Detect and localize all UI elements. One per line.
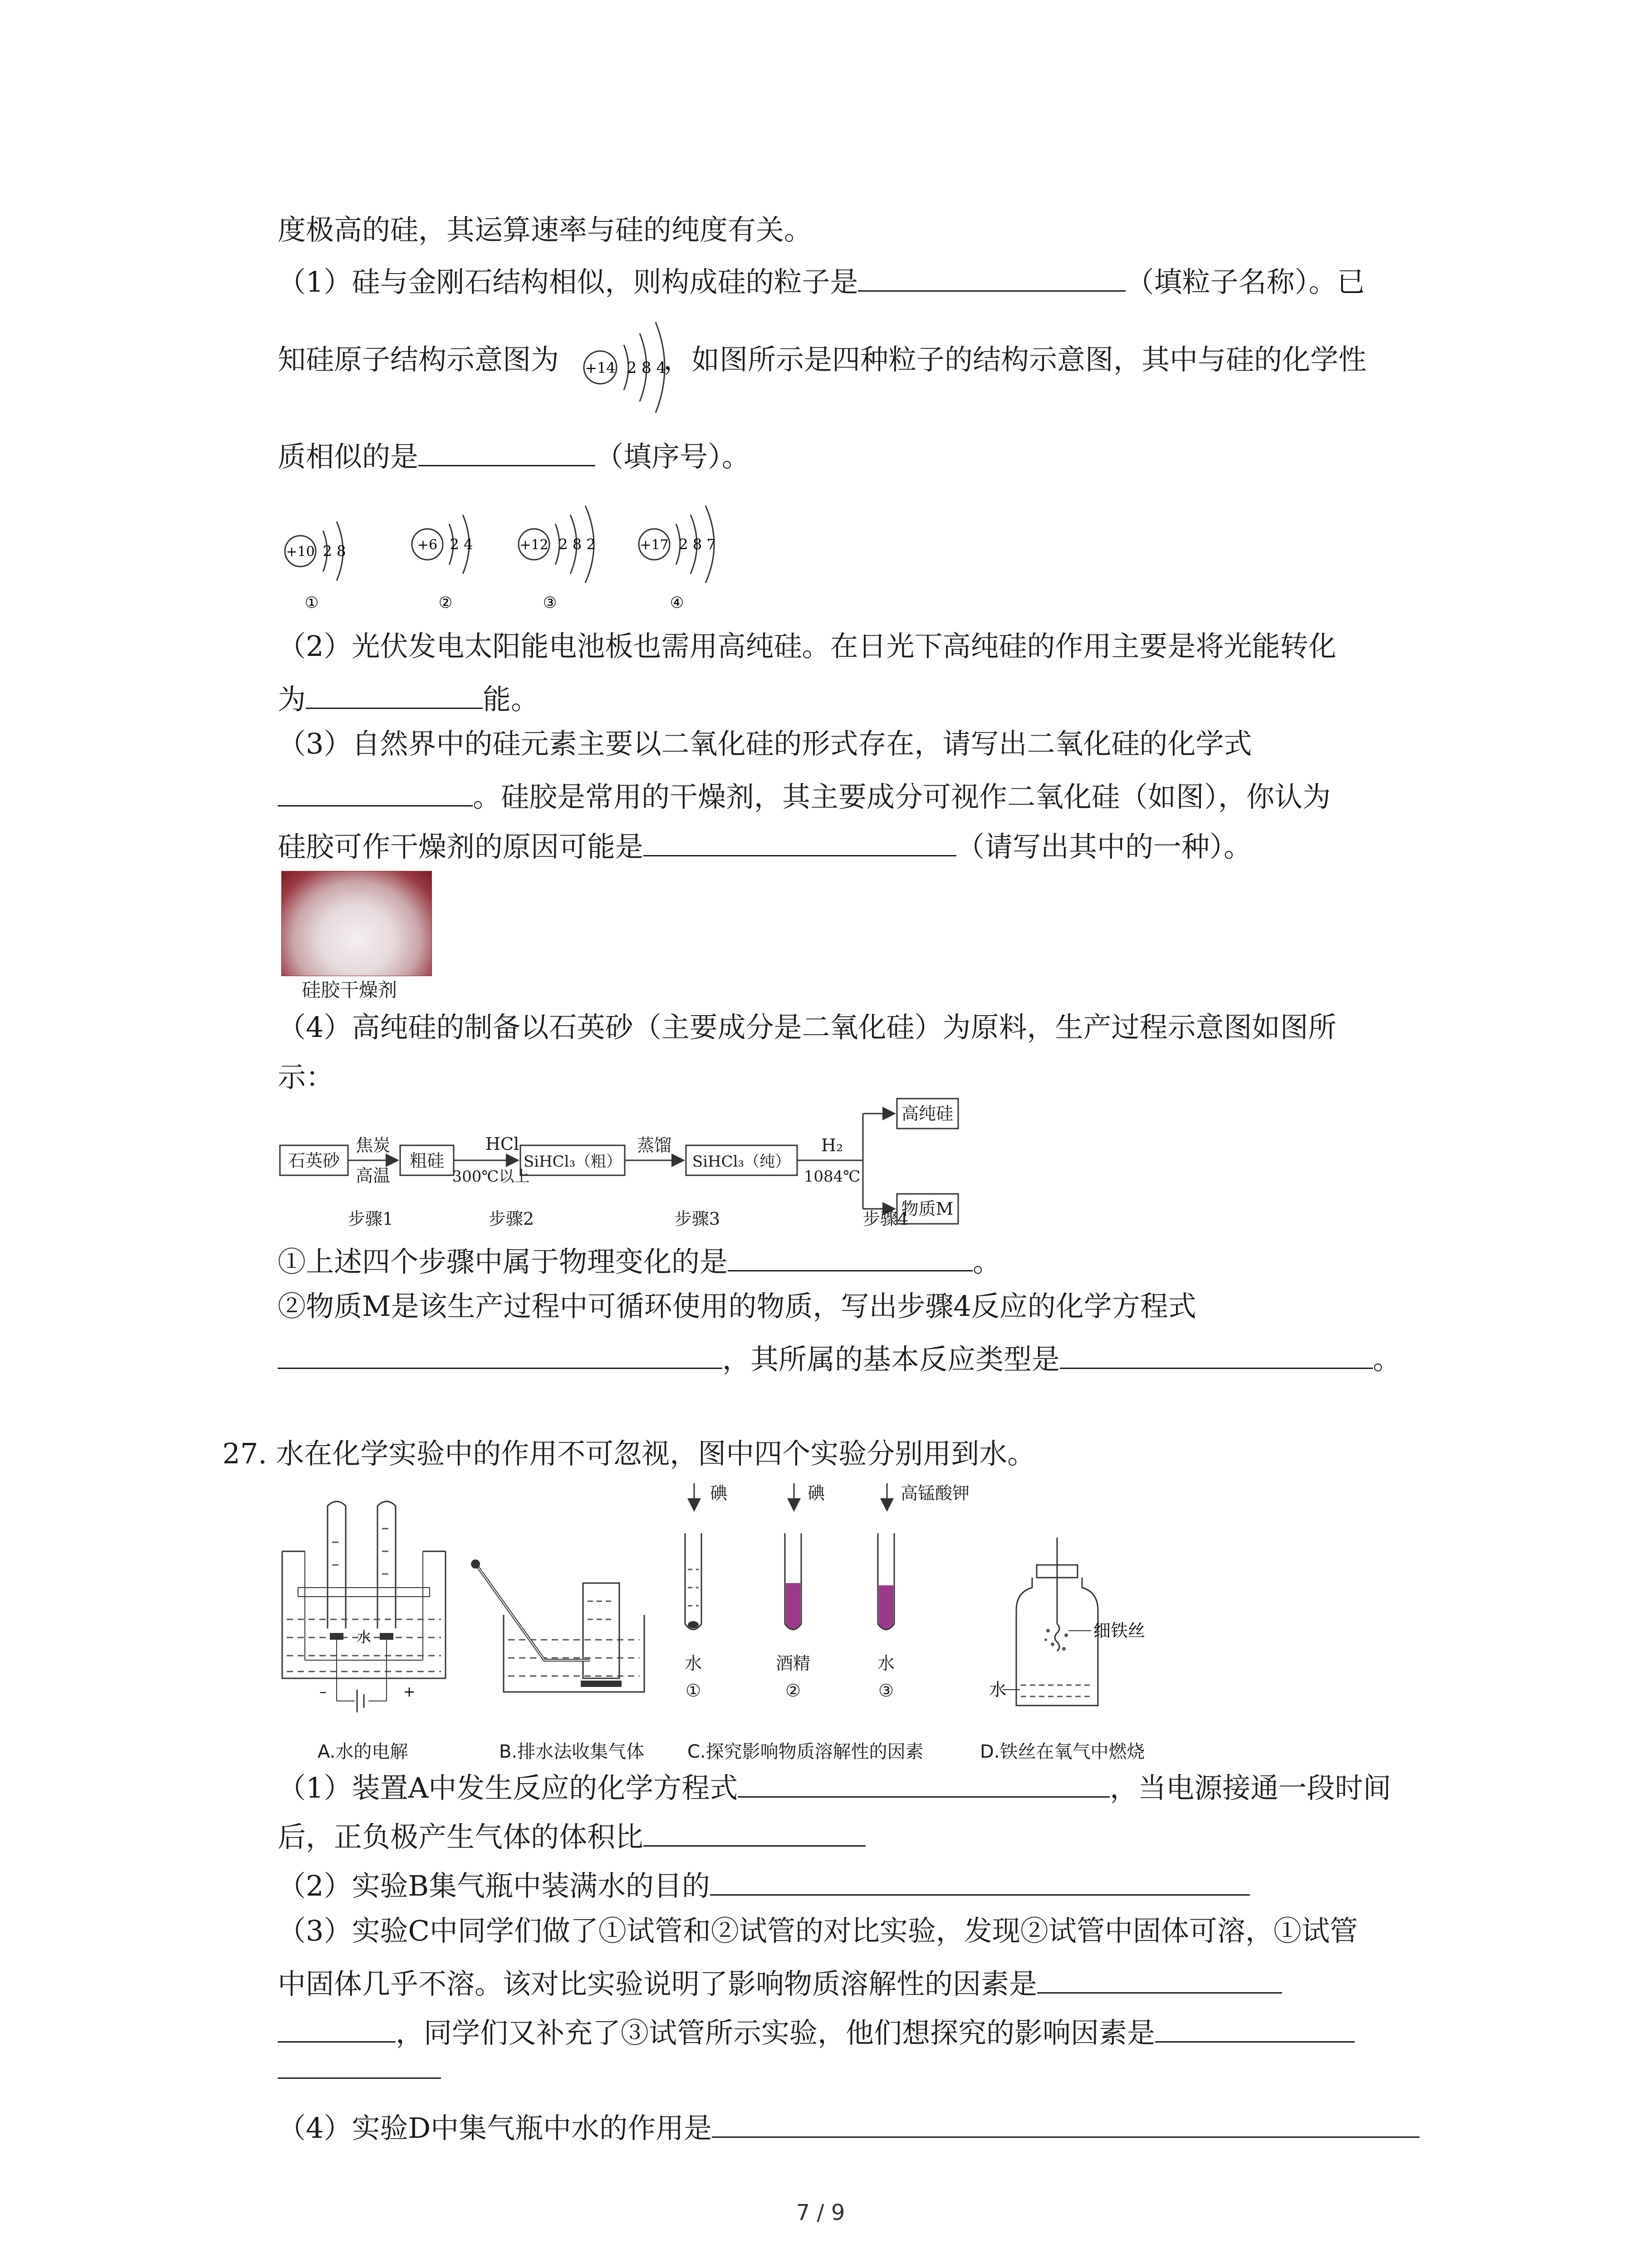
svg-text:–: – xyxy=(319,1683,327,1700)
svg-text:焦炭: 焦炭 xyxy=(355,1135,391,1155)
svg-text:1084℃: 1084℃ xyxy=(803,1168,861,1186)
blank-solubility-factor-1-cont[interactable] xyxy=(278,2009,396,2043)
svg-text:②: ② xyxy=(785,1681,801,1701)
fig-a-caption: A.水的电解 xyxy=(318,1741,408,1762)
q26-p3-line2: 。硅胶是常用的干燥剂，其主要成分可视作二氧化硅（如图），你认为 xyxy=(278,773,1331,817)
svg-text:H₂: H₂ xyxy=(821,1135,843,1155)
blank-particle-name[interactable] xyxy=(858,259,1126,292)
tube-3 xyxy=(877,1483,970,1701)
svg-text:①: ① xyxy=(304,594,319,612)
q26-p3-line1: （3）自然界中的硅元素主要以二氧化硅的形式存在，请写出二氧化硅的化学式 xyxy=(278,727,1252,760)
svg-text:碘: 碘 xyxy=(808,1483,825,1503)
blank-water-role-d[interactable] xyxy=(712,2105,1420,2138)
flow-out-substance-m: 物质M xyxy=(901,1199,954,1219)
q27-p3-line2: 中固体几乎不溶。该对比实验说明了影响物质溶解性的因素是 xyxy=(278,1960,1282,2004)
four-particles-diagram xyxy=(278,499,754,626)
q27-p3-blank-wrap[interactable] xyxy=(278,2068,441,2079)
svg-text:高锰酸钾: 高锰酸钾 xyxy=(901,1483,970,1503)
q26-p2-line1: （2）光伏发电太阳能电池板也需用高纯硅。在日光下高纯硅的作用主要是将光能转化 xyxy=(278,630,1337,663)
svg-text:③: ③ xyxy=(543,594,557,612)
q26-p4-line1: （4）高纯硅的制备以石英砂（主要成分是二氧化硅）为原料，生产过程示意图如图所 xyxy=(278,1011,1337,1044)
flow-box-sihcl3-crude: SiHCl₃（粗） xyxy=(523,1153,622,1171)
svg-text:2 8 2: 2 8 2 xyxy=(558,536,596,553)
particle-3 xyxy=(519,506,596,612)
q26-p3-line3: 硅胶可作干燥剂的原因可能是 （请写出其中的一种）。 xyxy=(278,823,1252,867)
blank-volume-ratio[interactable] xyxy=(643,1813,866,1847)
svg-text:③: ③ xyxy=(878,1681,894,1701)
production-flow-diagram xyxy=(278,1093,1049,1243)
q27-p2: （2）实验B集气瓶中装满水的目的 xyxy=(278,1862,1250,1906)
blank-similar-particle[interactable] xyxy=(418,433,595,466)
flow-box-quartz: 石英砂 xyxy=(288,1151,340,1171)
page-number: 7 / 9 xyxy=(796,2200,845,2225)
q26-p4-line2: 示： xyxy=(278,1061,334,1094)
q26-p1-line1: （1）硅与金刚石结构相似，则构成硅的粒子是 （填粒子名称）。已 xyxy=(278,259,1365,303)
fig-d-iron-burning xyxy=(989,1533,1180,1724)
svg-text:2 8 7: 2 8 7 xyxy=(679,536,716,553)
q27-p1-line1: （1）装置A中发生反应的化学方程式 ，当电源接通一段时间 xyxy=(278,1765,1391,1809)
svg-text:HCl: HCl xyxy=(485,1134,519,1154)
q26-intro: 度极高的硅，其运算速率与硅的纯度有关。 xyxy=(278,213,813,246)
q26-s2-line2: ，其所属的基本反应类型是 。 xyxy=(278,1336,1401,1380)
svg-text:细铁丝: 细铁丝 xyxy=(1093,1621,1146,1641)
q27-title: 27. 水在化学实验中的作用不可忽视，图中四个实验分别用到水。 xyxy=(222,1437,1036,1470)
svg-text:水: 水 xyxy=(684,1653,702,1673)
blank-step4-equation[interactable] xyxy=(278,1336,722,1369)
blank-solubility-factor-1[interactable] xyxy=(1037,1960,1282,1994)
svg-text:300℃以上: 300℃以上 xyxy=(452,1168,530,1186)
q27-p3-line1: （3）实验C中同学们做了①试管和②试管的对比实验，发现②试管中固体可溶，①试管 xyxy=(278,1914,1358,1947)
q27-p4: （4）实验D中集气瓶中水的作用是 xyxy=(278,2105,1420,2149)
blank-energy[interactable] xyxy=(306,676,483,709)
fig-d-caption: D.铁丝在氧气中燃烧 xyxy=(980,1741,1145,1762)
q26-p1-line2: 知硅原子结构示意图为 ，如图所示是四种粒子的结构示意图，其中与硅的化学性 xyxy=(278,343,1367,376)
fig-b-caption: B.排水法收集气体 xyxy=(499,1741,645,1762)
svg-text:高温: 高温 xyxy=(355,1166,391,1186)
svg-text:水: 水 xyxy=(877,1653,895,1673)
q26-s1: ①上述四个步骤中属于物理变化的是 。 xyxy=(278,1238,1001,1282)
blank-fill-water-purpose[interactable] xyxy=(710,1862,1250,1896)
q27-p1-line2: 后，正负极产生气体的体积比 xyxy=(278,1813,866,1857)
particle-4 xyxy=(639,506,716,612)
svg-text:步骤3: 步骤3 xyxy=(674,1209,720,1229)
q26-p1-line3: 质相似的是 （填序号）。 xyxy=(278,433,750,477)
svg-text:+: + xyxy=(403,1683,416,1700)
svg-text:+17: +17 xyxy=(640,537,669,553)
tube-2 xyxy=(776,1483,825,1701)
fig-c-solubility-tubes xyxy=(671,1479,1012,1733)
blank-sio2-formula[interactable] xyxy=(278,773,473,807)
blank-solubility-factor-2[interactable] xyxy=(1155,2009,1355,2043)
blank-electrolysis-equation[interactable] xyxy=(738,1765,1110,1798)
svg-text:步骤2: 步骤2 xyxy=(488,1209,534,1229)
silicon-atom-diagram xyxy=(578,308,683,426)
svg-text:+6: +6 xyxy=(417,537,438,553)
svg-text:2 8: 2 8 xyxy=(323,543,346,560)
svg-text:水: 水 xyxy=(989,1680,1007,1700)
blank-reaction-type[interactable] xyxy=(1060,1336,1373,1369)
particle-1 xyxy=(285,522,346,612)
svg-text:+14: +14 xyxy=(585,359,616,376)
q26-s2-line1: ②物质M是该生产过程中可循环使用的物质，写出步骤4反应的化学方程式 xyxy=(278,1290,1196,1323)
q26-p2-line2: 为 能。 xyxy=(278,676,539,720)
svg-text:碘: 碘 xyxy=(710,1483,728,1503)
flow-out-high-purity-si: 高纯硅 xyxy=(901,1104,954,1124)
fig-a-electrolysis xyxy=(278,1488,455,1733)
silica-gel-caption: 硅胶干燥剂 xyxy=(302,979,397,1001)
svg-text:步骤4: 步骤4 xyxy=(862,1209,909,1229)
blank-desiccant-reason[interactable] xyxy=(643,823,956,856)
particle-2 xyxy=(412,515,473,612)
fig-b-water-displacement xyxy=(463,1556,653,1728)
flow-box-crude-si: 粗硅 xyxy=(409,1151,445,1171)
tube-1 xyxy=(685,1483,728,1701)
svg-text:2 4: 2 4 xyxy=(450,536,473,553)
svg-text:2 8 4: 2 8 4 xyxy=(627,359,666,377)
svg-text:酒精: 酒精 xyxy=(775,1653,811,1673)
flow-box-sihcl3-pure: SiHCl₃（纯） xyxy=(692,1153,791,1171)
fig-c-caption: C.探究影响物质溶解性的因素 xyxy=(687,1741,924,1762)
blank-physical-change-step[interactable] xyxy=(728,1238,973,1271)
svg-text:步骤1: 步骤1 xyxy=(348,1209,394,1229)
svg-text:①: ① xyxy=(685,1681,701,1701)
q27-p3-line3: ，同学们又补充了③试管所示实验，他们想探究的影响因素是 xyxy=(278,2009,1355,2053)
svg-text:②: ② xyxy=(438,594,453,612)
svg-text:④: ④ xyxy=(670,594,684,612)
svg-text:水: 水 xyxy=(356,1628,372,1646)
silica-gel-photo xyxy=(281,871,432,976)
svg-text:蒸馏: 蒸馏 xyxy=(637,1135,672,1155)
svg-text:+10: +10 xyxy=(286,544,315,560)
svg-text:+12: +12 xyxy=(519,537,549,553)
